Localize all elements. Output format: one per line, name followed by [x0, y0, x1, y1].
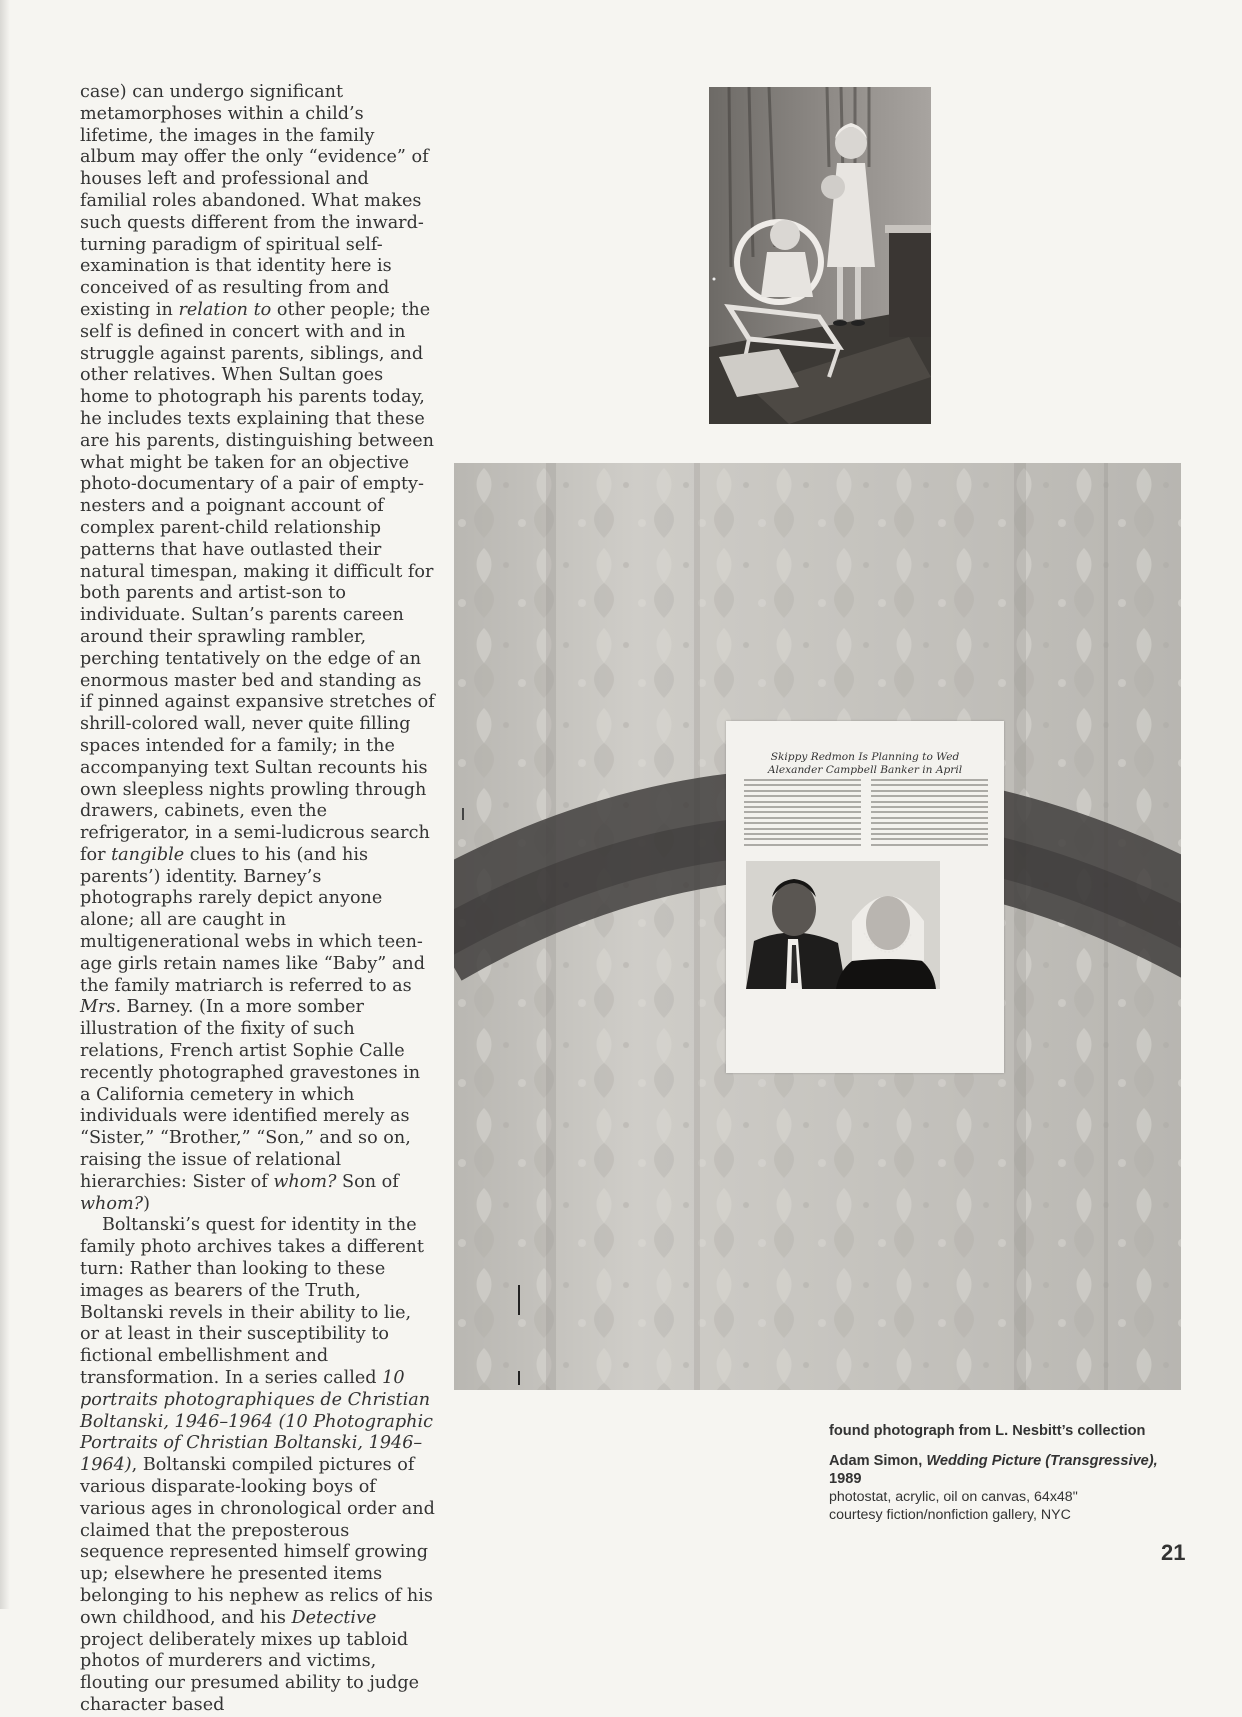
artwork-medium: photostat, acrylic, oil on canvas, 64x48"	[829, 1489, 1078, 1505]
text-run: Boltanski’s quest for identity in the family photo archives takes a different turn: Rather than looking to these images as bearers of the Truth, Boltanski revels in their ability to lie, or at least in their susceptibility to fictional embellishment and transformation. In a series called	[80, 1215, 424, 1389]
article-body	[80, 82, 435, 1717]
italic-run: tangible	[111, 844, 185, 865]
clipping-headline: Skippy Redmon Is Planning to Wed Alexander Campbell Banker in April	[767, 751, 963, 776]
artwork-year: 1989	[829, 1471, 862, 1487]
italic-run: Mrs.	[80, 997, 122, 1018]
italic-run: whom?	[273, 1171, 337, 1192]
article-paragraph-2	[80, 1215, 435, 1716]
article-paragraph-1	[80, 82, 435, 1215]
found-family-photo	[709, 87, 931, 424]
text-run: other people; the self is defined in concert with and in struggle against parents, siblings, and other relatives. When Sultan goes home to photograph his parents today, he includes texts explaining that these are his parents, distinguishing between what might be taken for an objective photo-documentary of a pair of empty-nesters and a poignant account of complex parent-child relationship patterns that have outlasted their natural timespan, making it difficult for both parents and artist-son to individuate. Sultan’s parents careen around their sprawling rambler, perching tentatively on the edge of an enormous master bed and standing as if pinned against expansive stretches of shrill-colored wall, never quite filling spaces intended for a family; in the accompanying text Sultan recounts his own sleepless nights prowling through drawers, cabinets, even the refrigerator, in a semi-ludicrous search for	[80, 299, 435, 865]
text-run: , Boltanski compiled pictures of various disparate-looking boys of various ages in chronological order and claimed that the preposterous sequence represented himself growing up; elsewhere he presented items belonging to his nephew as relics of his own childhood, and his	[80, 1455, 435, 1628]
italic-run: 10 portraits photographiques de Christian Boltanski, 1946–1964 (10 Photographic Portraits of Christian Boltanski, 1946–1964)	[80, 1368, 433, 1476]
text-run: case) can undergo significant metamorphoses within a child’s lifetime, the images in the family album may offer the only “evidence” of houses left and professional and familial roles abandoned. What makes such quests different from the inward-turning paradigm of spiritual self-examination is that identity here is conceived of as resulting from and existing in	[80, 82, 429, 320]
text-run: )	[143, 1193, 150, 1214]
text-run: Barney. (In a more somber illustration of the fixity of such relations, French artist Sophie Calle recently photographed gravestones in a California cemetery in which individuals were identified merely as “Sister,” “Brother,” “Son,” and so on, raising the issue of relational hierarchies: Sister of	[80, 997, 421, 1192]
artwork-title: Wedding Picture (Transgressive),	[926, 1453, 1158, 1469]
italic-run: Detective	[291, 1607, 377, 1628]
text-run: Son of	[336, 1171, 399, 1192]
artwork-title-line	[829, 1452, 1189, 1470]
wedding-picture-painting	[454, 463, 1181, 1390]
page-binding-edge	[0, 0, 10, 1609]
italic-run: whom?	[80, 1193, 144, 1214]
text-run: project deliberately mixes up tabloid photos of murderers and victims, flouting our presumed ability to judge character based	[80, 1629, 420, 1715]
italic-run: relation to	[178, 299, 272, 320]
caption-block	[829, 1422, 1189, 1524]
couple-portrait	[746, 861, 940, 989]
page-number: 21	[1161, 1540, 1186, 1565]
text-run: clues to his (and his parents’) identity. Barney’s photographs rarely depict anyone alone; all are caught in multigenerational webs in which teen-age girls retain names like “Baby” and the family matriarch is referred to as	[80, 844, 425, 996]
clipping-photo-caption-text	[746, 996, 747, 1001]
found-photo-credit: found photograph from L. Nesbitt’s collection	[829, 1423, 1146, 1439]
newspaper-clipping	[726, 721, 1004, 1073]
artwork-courtesy: courtesy fiction/nonfiction gallery, NYC	[829, 1507, 1071, 1523]
artist-name: Adam Simon,	[829, 1453, 927, 1469]
